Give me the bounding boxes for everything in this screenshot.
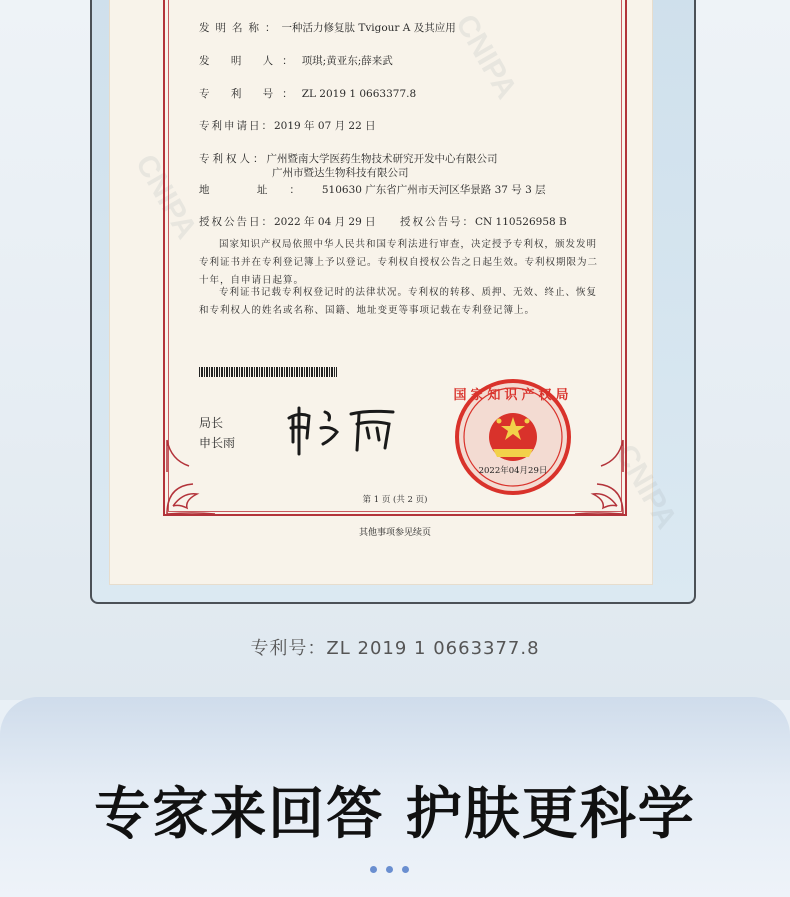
patent-number-caption: 专利号：ZL 2019 1 0663377.8 xyxy=(250,638,540,659)
watermark: CNIPA xyxy=(608,439,684,535)
patentee-row-2 xyxy=(272,165,409,180)
grant-paragraph: 国家知识产权局依照中华人民共和国专利法进行审查，决定授予专利权，颁发发明专利证书并在专利登记簿上予以登记。专利权自授权公告之日起生效。专利权期限为二十年，自申请日起算。 xyxy=(199,239,599,286)
inventors: 项琪;黄亚东;薛来武 xyxy=(301,55,393,67)
address: 510630 广东省广州市天河区华景路 37 号 3 层 xyxy=(321,184,546,196)
headline: 专家来回答 护肤更科学 xyxy=(94,782,696,847)
director-title: 局长 xyxy=(199,416,224,430)
patentee-2: 广州市暨达生物科技有限公司 xyxy=(272,167,409,179)
director-name: 申长雨 xyxy=(199,436,236,450)
carousel-dots xyxy=(370,866,420,874)
patentee-row xyxy=(199,151,498,166)
grant-no: CN 110526958 B xyxy=(475,216,567,228)
patent-no: ZL 2019 1 0663377.8 xyxy=(301,88,417,100)
inventor-label: 发 明 人： xyxy=(199,55,302,67)
corner-ornament-mid-right xyxy=(571,436,627,476)
patent-no-label: 专 利 号： xyxy=(199,88,302,100)
page-info: 第 1 页 (共 2 页) xyxy=(362,495,428,505)
patent-no-row xyxy=(199,86,416,101)
address-label: 地 址： xyxy=(199,184,322,196)
carousel-dot[interactable] xyxy=(370,866,377,873)
invention-name: 一种活力修复肽 Tvigour A 及其应用 xyxy=(281,22,456,34)
barcode xyxy=(199,367,337,377)
svg-text:国家知识产权局: 国家知识产权局 xyxy=(453,388,573,403)
signature-image xyxy=(285,398,405,458)
grant-date-row xyxy=(199,214,376,229)
address-row xyxy=(199,182,546,197)
grant-date: 2022 年 04 月 29 日 xyxy=(274,216,376,228)
invention-name-label: 发明名称： xyxy=(199,22,282,34)
inventor-row xyxy=(199,53,393,68)
carousel-dot[interactable] xyxy=(386,866,393,873)
patentee-label: 专利权人： xyxy=(199,153,267,165)
filing-date-label: 专利申请日： xyxy=(199,120,274,132)
legal-paragraph: 专利证书记载专利权登记时的法律状况。专利权的转移、质押、无效、终止、恢复和专利权人的姓名或名称、国籍、地址变更等事项记载在专利登记簿上。 xyxy=(199,287,598,316)
official-seal xyxy=(453,377,573,497)
invention-name-row xyxy=(199,20,456,35)
grant-no-row xyxy=(400,214,567,229)
grant-no-label: 授权公告号： xyxy=(400,216,475,228)
svg-text:2022年04月29日: 2022年04月29日 xyxy=(478,466,548,476)
grant-date-label: 授权公告日： xyxy=(199,216,274,228)
filing-date: 2019 年 07 月 22 日 xyxy=(274,120,376,132)
footer-note: 其他事项参见续页 xyxy=(358,528,431,538)
patentee-1: 广州暨南大学医药生物技术研究开发中心有限公司 xyxy=(266,153,498,165)
filing-date-row xyxy=(199,118,376,133)
corner-ornament-mid-left xyxy=(163,436,219,476)
watermark: CNIPA xyxy=(448,9,524,105)
watermark: CNIPA xyxy=(128,149,204,245)
carousel-dot[interactable] xyxy=(402,866,409,873)
